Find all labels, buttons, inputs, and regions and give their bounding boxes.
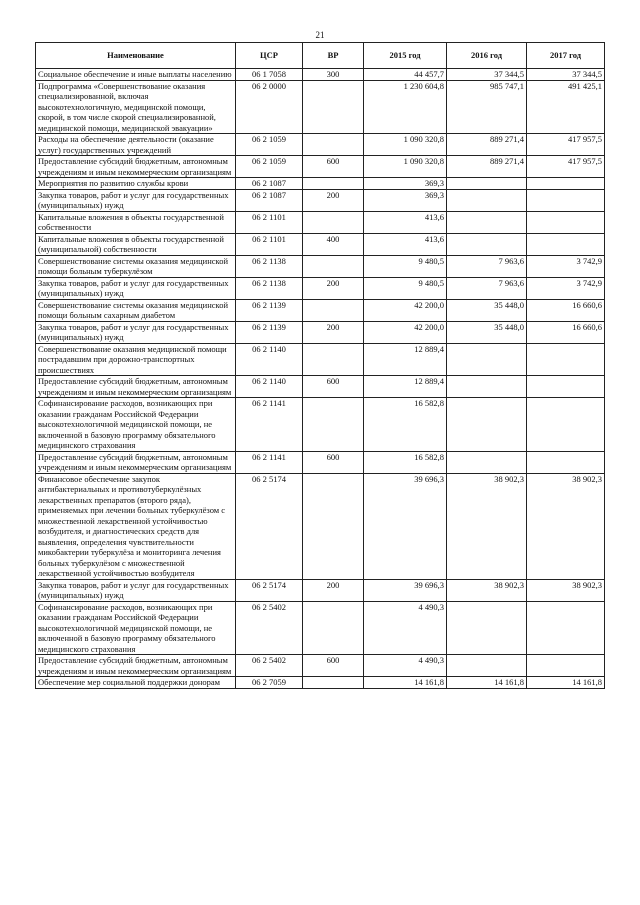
header-2015: 2015 год (364, 43, 447, 69)
table-row (36, 655, 605, 677)
cell-2016 (447, 211, 527, 233)
table-row (36, 189, 605, 211)
cell-2015: 4 490,3 (364, 601, 447, 655)
cell-2016: 889 271,4 (447, 134, 527, 156)
cell-vr (303, 677, 364, 689)
cell-2016 (447, 655, 527, 677)
cell-vr: 600 (303, 451, 364, 473)
cell-name: Предоставление субсидий бюджетным, автономным учреждениям и иным некоммерческим организациям (36, 376, 236, 398)
cell-2016 (447, 376, 527, 398)
cell-name: Предоставление субсидий бюджетным, автономным учреждениям и иным некоммерческим организациям (36, 451, 236, 473)
cell-csr: 06 2 5174 (236, 473, 303, 579)
header-vr: ВР (303, 43, 364, 69)
cell-2017: 38 902,3 (527, 473, 605, 579)
cell-2015: 413,6 (364, 211, 447, 233)
header-name: Наименование (36, 43, 236, 69)
cell-2016 (447, 233, 527, 255)
cell-2017: 491 425,1 (527, 80, 605, 134)
cell-vr (303, 299, 364, 321)
cell-csr: 06 2 1138 (236, 277, 303, 299)
cell-2016: 7 963,6 (447, 255, 527, 277)
cell-csr: 06 2 1140 (236, 343, 303, 376)
cell-2016: 14 161,8 (447, 677, 527, 689)
table-header-row (36, 43, 605, 69)
table-row (36, 677, 605, 689)
cell-name: Мероприятия по развитию службы крови (36, 178, 236, 190)
cell-2015: 1 090 320,8 (364, 134, 447, 156)
header-csr: ЦСР (236, 43, 303, 69)
cell-csr: 06 2 1059 (236, 134, 303, 156)
cell-2016 (447, 451, 527, 473)
cell-name: Подпрограмма «Совершенствование оказания специализированной, включая высокотехнологичную, медицинской помощи, скорой, в том числе скорой специализированной, медицинской помощи, медицинской эвакуации» (36, 80, 236, 134)
table-row (36, 299, 605, 321)
cell-csr: 06 1 7058 (236, 69, 303, 81)
cell-name: Софинансирование расходов, возникающих при оказании гражданам Российской Федерации высокотехнологичной медицинской помощи, не включенной в базовую программу обязательного медицинского страхования (36, 601, 236, 655)
cell-vr (303, 134, 364, 156)
cell-vr: 200 (303, 189, 364, 211)
cell-name: Закупка товаров, работ и услуг для государственных (муниципальных) нужд (36, 277, 236, 299)
cell-2015: 12 889,4 (364, 376, 447, 398)
cell-csr: 06 2 1138 (236, 255, 303, 277)
cell-name: Закупка товаров, работ и услуг для государственных (муниципальных) нужд (36, 321, 236, 343)
cell-vr: 600 (303, 376, 364, 398)
cell-2017 (527, 189, 605, 211)
cell-name: Капитальные вложения в объекты государственной собственности (36, 211, 236, 233)
table-row (36, 321, 605, 343)
cell-vr (303, 473, 364, 579)
table-row (36, 376, 605, 398)
cell-2015: 9 480,5 (364, 255, 447, 277)
table-row (36, 80, 605, 134)
cell-2016 (447, 601, 527, 655)
header-2017: 2017 год (527, 43, 605, 69)
cell-2016: 35 448,0 (447, 321, 527, 343)
page-number: 21 (315, 30, 325, 40)
cell-2016 (447, 178, 527, 190)
table-row (36, 579, 605, 601)
cell-vr (303, 178, 364, 190)
cell-2016: 38 902,3 (447, 579, 527, 601)
cell-2017 (527, 655, 605, 677)
cell-csr: 06 2 0000 (236, 80, 303, 134)
cell-name: Обеспечение мер социальной поддержки донорам (36, 677, 236, 689)
table-row (36, 398, 605, 452)
cell-2015: 1 230 604,8 (364, 80, 447, 134)
cell-2015: 369,3 (364, 189, 447, 211)
cell-2015: 44 457,7 (364, 69, 447, 81)
cell-2015: 4 490,3 (364, 655, 447, 677)
cell-csr: 06 2 5402 (236, 601, 303, 655)
cell-csr: 06 2 5402 (236, 655, 303, 677)
cell-vr: 200 (303, 579, 364, 601)
cell-csr: 06 2 1059 (236, 156, 303, 178)
table-row (36, 69, 605, 81)
table-row (36, 343, 605, 376)
cell-name: Совершенствование системы оказания медицинской помощи больным сахарным диабетом (36, 299, 236, 321)
cell-2016 (447, 398, 527, 452)
cell-vr (303, 80, 364, 134)
budget-table (35, 42, 605, 689)
cell-2017 (527, 178, 605, 190)
cell-2017 (527, 398, 605, 452)
header-2016: 2016 год (447, 43, 527, 69)
cell-2017: 38 902,3 (527, 579, 605, 601)
cell-2016: 985 747,1 (447, 80, 527, 134)
cell-2015: 1 090 320,8 (364, 156, 447, 178)
table-row (36, 178, 605, 190)
cell-vr (303, 398, 364, 452)
cell-2016: 38 902,3 (447, 473, 527, 579)
cell-csr: 06 2 1139 (236, 299, 303, 321)
cell-2017 (527, 376, 605, 398)
cell-2016 (447, 189, 527, 211)
cell-2015: 39 696,3 (364, 473, 447, 579)
cell-2016 (447, 343, 527, 376)
table-row (36, 233, 605, 255)
cell-csr: 06 2 1140 (236, 376, 303, 398)
cell-vr: 300 (303, 69, 364, 81)
cell-2017: 16 660,6 (527, 321, 605, 343)
cell-csr: 06 2 5174 (236, 579, 303, 601)
cell-2017 (527, 601, 605, 655)
cell-2015: 369,3 (364, 178, 447, 190)
cell-csr: 06 2 1139 (236, 321, 303, 343)
cell-csr: 06 2 1087 (236, 189, 303, 211)
cell-2017 (527, 211, 605, 233)
cell-csr: 06 2 1101 (236, 233, 303, 255)
cell-name: Предоставление субсидий бюджетным, автономным учреждениям и иным некоммерческим организациям (36, 156, 236, 178)
cell-2015: 42 200,0 (364, 321, 447, 343)
cell-2016: 889 271,4 (447, 156, 527, 178)
cell-2017 (527, 233, 605, 255)
table-row (36, 451, 605, 473)
cell-2016: 37 344,5 (447, 69, 527, 81)
cell-name: Расходы на обеспечение деятельности (оказание услуг) государственных учреждений (36, 134, 236, 156)
table-row (36, 277, 605, 299)
cell-2017: 3 742,9 (527, 255, 605, 277)
cell-vr (303, 601, 364, 655)
cell-name: Капитальные вложения в объекты государственной (муниципальной) собственности (36, 233, 236, 255)
cell-2017: 417 957,5 (527, 156, 605, 178)
cell-2015: 16 582,8 (364, 398, 447, 452)
cell-vr (303, 255, 364, 277)
cell-2017: 3 742,9 (527, 277, 605, 299)
table-row (36, 211, 605, 233)
cell-vr: 600 (303, 156, 364, 178)
table-row (36, 156, 605, 178)
cell-2015: 413,6 (364, 233, 447, 255)
table-row (36, 601, 605, 655)
cell-vr: 200 (303, 321, 364, 343)
cell-2017: 37 344,5 (527, 69, 605, 81)
cell-vr (303, 211, 364, 233)
table-body (36, 69, 605, 689)
cell-vr: 200 (303, 277, 364, 299)
cell-2017 (527, 451, 605, 473)
cell-name: Закупка товаров, работ и услуг для государственных (муниципальных) нужд (36, 579, 236, 601)
cell-name: Социальное обеспечение и иные выплаты населению (36, 69, 236, 81)
cell-2015: 14 161,8 (364, 677, 447, 689)
cell-2015: 39 696,3 (364, 579, 447, 601)
cell-vr: 600 (303, 655, 364, 677)
cell-2016: 35 448,0 (447, 299, 527, 321)
cell-csr: 06 2 7059 (236, 677, 303, 689)
cell-csr: 06 2 1101 (236, 211, 303, 233)
cell-2017: 14 161,8 (527, 677, 605, 689)
cell-name: Софинансирование расходов, возникающих при оказании гражданам Российской Федерации высокотехнологичной медицинской помощи, не включенной в базовую программу обязательного медицинского страхования (36, 398, 236, 452)
cell-vr: 400 (303, 233, 364, 255)
cell-csr: 06 2 1087 (236, 178, 303, 190)
cell-name: Совершенствование системы оказания медицинской помощи больным туберкулёзом (36, 255, 236, 277)
cell-csr: 06 2 1141 (236, 398, 303, 452)
cell-name: Совершенствование оказания медицинской помощи пострадавшим при дорожно-транспортных происшествиях (36, 343, 236, 376)
cell-2016: 7 963,6 (447, 277, 527, 299)
cell-2015: 12 889,4 (364, 343, 447, 376)
cell-2017 (527, 343, 605, 376)
cell-name: Закупка товаров, работ и услуг для государственных (муниципальных) нужд (36, 189, 236, 211)
cell-2015: 16 582,8 (364, 451, 447, 473)
cell-2015: 42 200,0 (364, 299, 447, 321)
cell-csr: 06 2 1141 (236, 451, 303, 473)
cell-2017: 417 957,5 (527, 134, 605, 156)
table-row (36, 473, 605, 579)
cell-name: Финансовое обеспечение закупок антибактериальных и противотуберкулёзных лекарственных препаратов (второго ряда), применяемых при лечении больных туберкулёзом с множественной лекарственной устойчивостью возбудителя, и диагностических средств для выявления, определения чувствительности микобактерии туберкулёза и мониторинга лечения больных туберкулёзом с множественной лекарственной устойчивостью возбудителя (36, 473, 236, 579)
table-row (36, 134, 605, 156)
cell-2017: 16 660,6 (527, 299, 605, 321)
cell-2015: 9 480,5 (364, 277, 447, 299)
cell-vr (303, 343, 364, 376)
cell-name: Предоставление субсидий бюджетным, автономным учреждениям и иным некоммерческим организациям (36, 655, 236, 677)
table-row (36, 255, 605, 277)
